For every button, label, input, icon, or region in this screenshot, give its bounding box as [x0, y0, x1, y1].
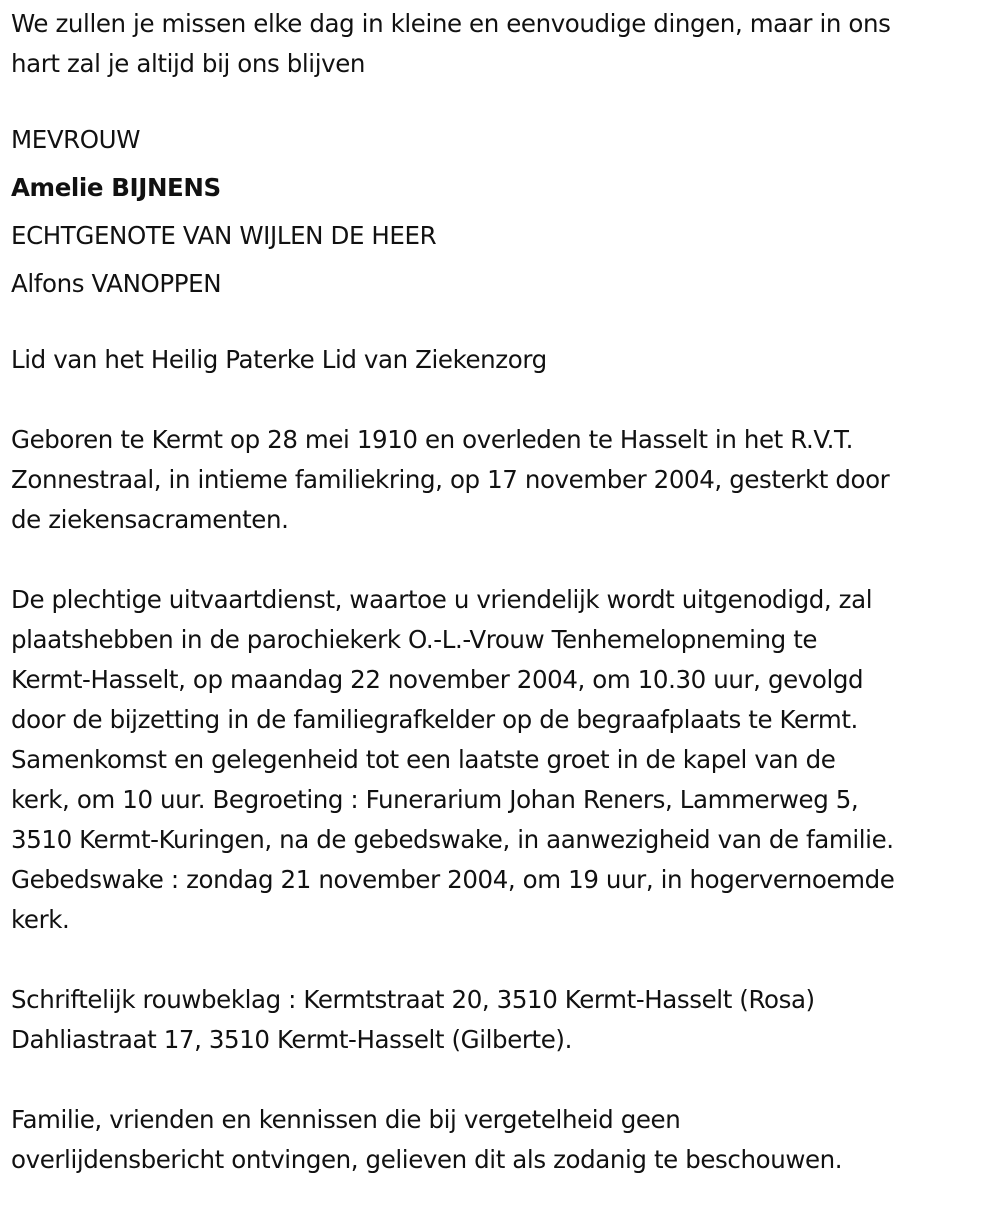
funeral-line: Samenkomst en gelegenheid tot een laatste groet in de kapel van de	[11, 745, 836, 774]
birth-death-line: Zonnestraal, in intieme familiekring, op 17 november 2004, gesterkt door	[11, 465, 890, 494]
birth-death-line: de ziekensacramenten.	[11, 505, 289, 534]
funeral-line: De plechtige uitvaartdienst, waartoe u vriendelijk wordt uitgenodigd, zal	[11, 585, 873, 614]
funeral-line: plaatshebben in de parochiekerk O.-L.-Vrouw Tenhemelopneming te	[11, 625, 818, 654]
closing-line: overlijdensbericht ontvingen, gelieven dit als zodanig te beschouwen.	[11, 1145, 843, 1174]
closing-line: Familie, vrienden en kennissen die bij vergetelheid geen	[11, 1105, 681, 1134]
condolence-address-line: Schriftelijk rouwbeklag : Kermtstraat 20, 3510 Kermt-Hasselt (Rosa)	[11, 985, 815, 1014]
intro-line: We zullen je missen elke dag in kleine en eenvoudige dingen, maar in ons	[11, 9, 891, 38]
intro-paragraph	[11, 4, 1000, 84]
spacer	[11, 380, 1000, 420]
funeral-line: kerk.	[11, 905, 70, 934]
spacer	[11, 540, 1000, 580]
spacer	[11, 940, 1000, 980]
birth-death-line: Geboren te Kermt op 28 mei 1910 en overleden te Hasselt in het R.V.T.	[11, 425, 854, 454]
intro-line: hart zal je altijd bij ons blijven	[11, 49, 366, 78]
funeral-paragraph	[11, 580, 1000, 940]
funeral-line: 3510 Kermt-Kuringen, na de gebedswake, in aanwezigheid van de familie.	[11, 825, 894, 854]
spouse-name: Alfons VANOPPEN	[11, 269, 222, 298]
spacer	[11, 1060, 1000, 1100]
funeral-line: kerk, om 10 uur. Begroeting : Funerarium Johan Reners, Lammerweg 5,	[11, 785, 859, 814]
funeral-line: Gebedswake : zondag 21 november 2004, om 19 uur, in hogervernoemde	[11, 865, 895, 894]
relation-label: ECHTGENOTE VAN WIJLEN DE HEER	[11, 221, 437, 250]
spacer	[11, 308, 1000, 340]
funeral-line: door de bijzetting in de familiegrafkelder op de begraafplaats te Kermt.	[11, 705, 858, 734]
condolences-paragraph	[11, 980, 1000, 1060]
deceased-header	[11, 116, 1000, 308]
condolence-address-line: Dahliastraat 17, 3510 Kermt-Hasselt (Gilberte).	[11, 1025, 572, 1054]
closing-paragraph	[11, 1100, 1000, 1180]
funeral-line: Kermt-Hasselt, op maandag 22 november 2004, om 10.30 uur, gevolgd	[11, 665, 864, 694]
honorific: MEVROUW	[11, 125, 141, 154]
memberships-paragraph	[11, 340, 1000, 380]
spacer	[11, 84, 1000, 116]
membership-line: Lid van het Heilig Paterke Lid van Ziekenzorg	[11, 345, 547, 374]
birth-death-paragraph	[11, 420, 1000, 540]
deceased-name: Amelie BIJNENS	[11, 173, 221, 202]
